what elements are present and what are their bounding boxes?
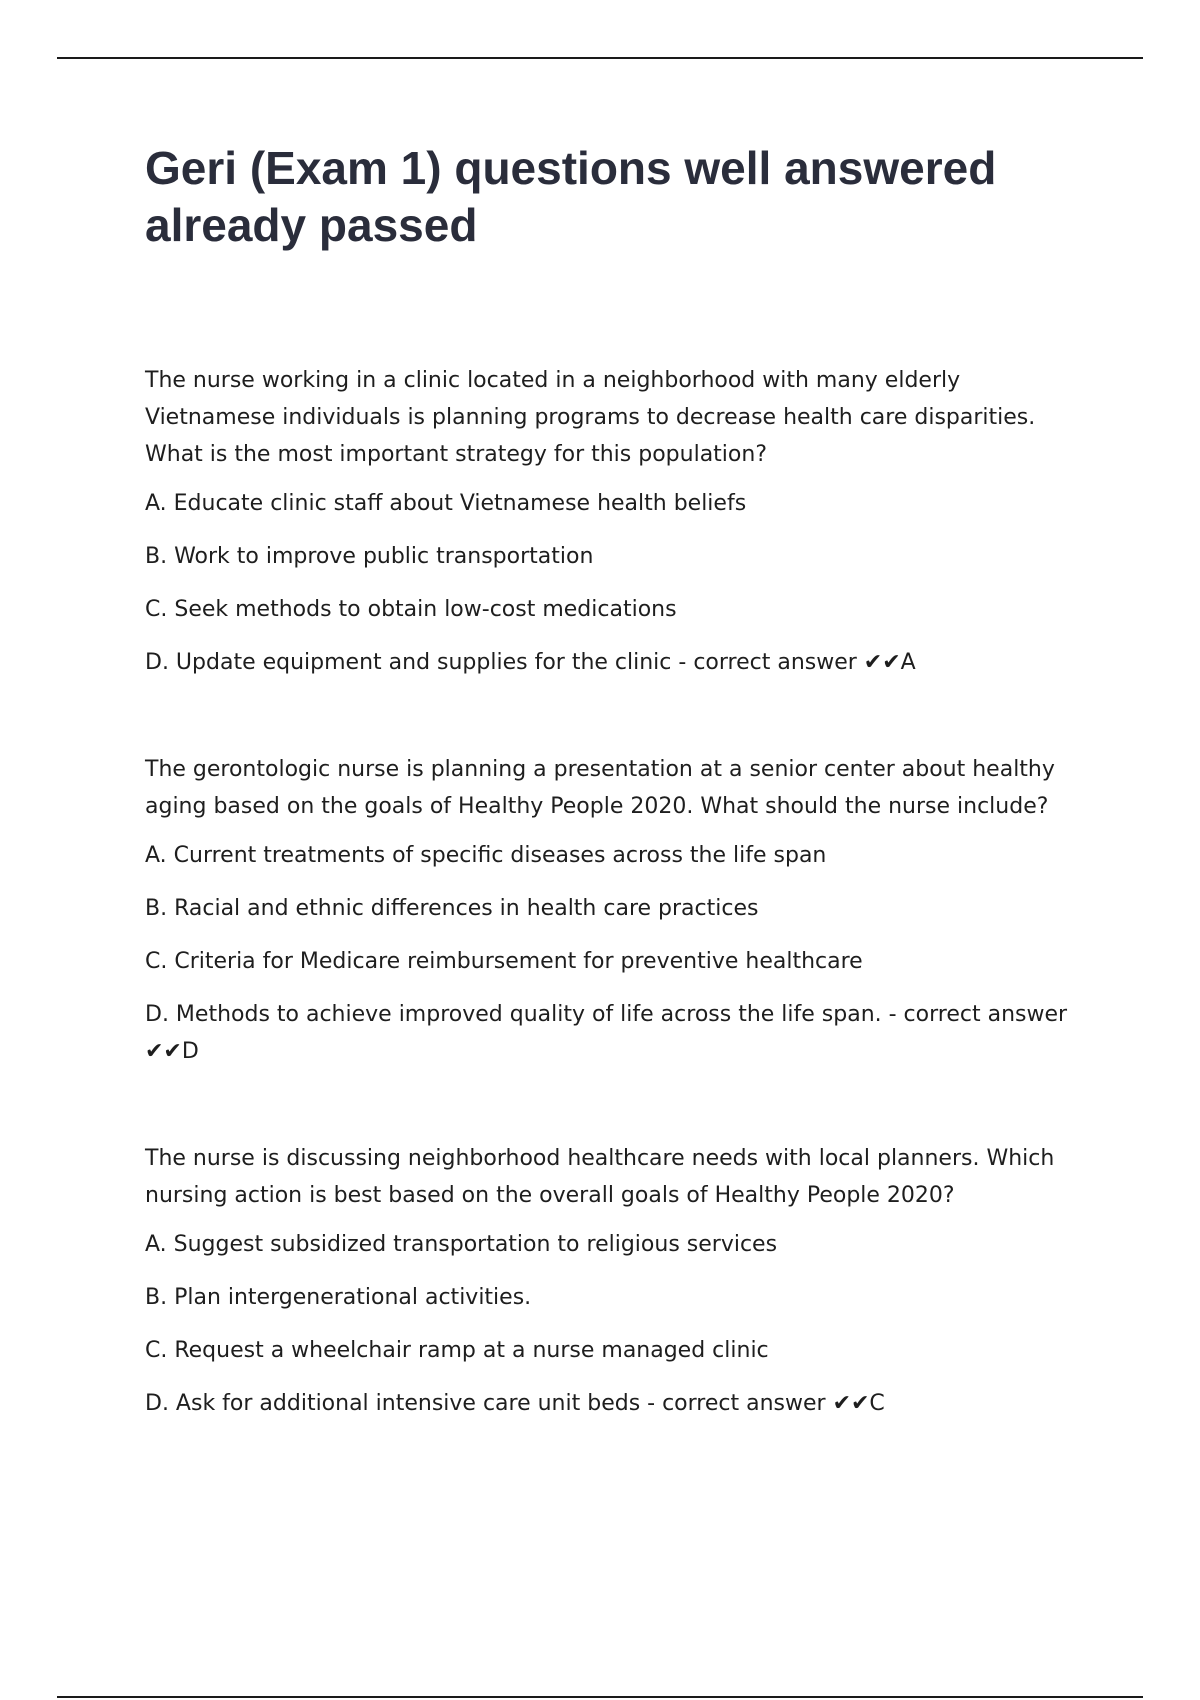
document-title: Geri (Exam 1) questions well answered already passed xyxy=(145,142,997,251)
question-1 xyxy=(145,362,1095,681)
option-b: B. Work to improve public transportation xyxy=(145,544,594,569)
option-c: C. Seek methods to obtain low-cost medications xyxy=(145,597,677,622)
option-a: A. Suggest subsidized transportation to religious services xyxy=(145,1232,778,1257)
option-a: A. Educate clinic staff about Vietnamese health beliefs xyxy=(145,491,747,516)
option-d-with-answer: D. Methods to achieve improved quality of life across the life span. - correct answer ✔✔D xyxy=(145,1002,1068,1064)
bottom-divider xyxy=(57,1696,1143,1698)
option-b: B. Racial and ethnic differences in health care practices xyxy=(145,896,759,921)
question-prompt: The gerontologic nurse is planning a presentation at a senior center about healthy aging based on the goals of Healthy People 2020. What should the nurse include? xyxy=(145,757,1055,819)
option-c: C. Criteria for Medicare reimbursement for preventive healthcare xyxy=(145,949,863,974)
option-b: B. Plan intergenerational activities. xyxy=(145,1285,532,1310)
question-2 xyxy=(145,751,1095,1070)
option-c: C. Request a wheelchair ramp at a nurse managed clinic xyxy=(145,1338,769,1363)
question-3 xyxy=(145,1140,1095,1422)
document-body xyxy=(145,140,1095,1492)
question-prompt: The nurse is discussing neighborhood healthcare needs with local planners. Which nursing action is best based on the overall goals of Healthy People 2020? xyxy=(145,1146,1055,1208)
question-list xyxy=(145,362,1095,1422)
question-prompt: The nurse working in a clinic located in a neighborhood with many elderly Vietnamese individuals is planning programs to decrease health care disparities. What is the most important strategy for this population? xyxy=(145,368,1036,467)
top-divider xyxy=(57,57,1143,59)
option-d-with-answer: D. Update equipment and supplies for the clinic - correct answer ✔✔A xyxy=(145,650,916,675)
option-a: A. Current treatments of specific diseases across the life span xyxy=(145,843,827,868)
option-d-with-answer: D. Ask for additional intensive care unit beds - correct answer ✔✔C xyxy=(145,1391,885,1416)
